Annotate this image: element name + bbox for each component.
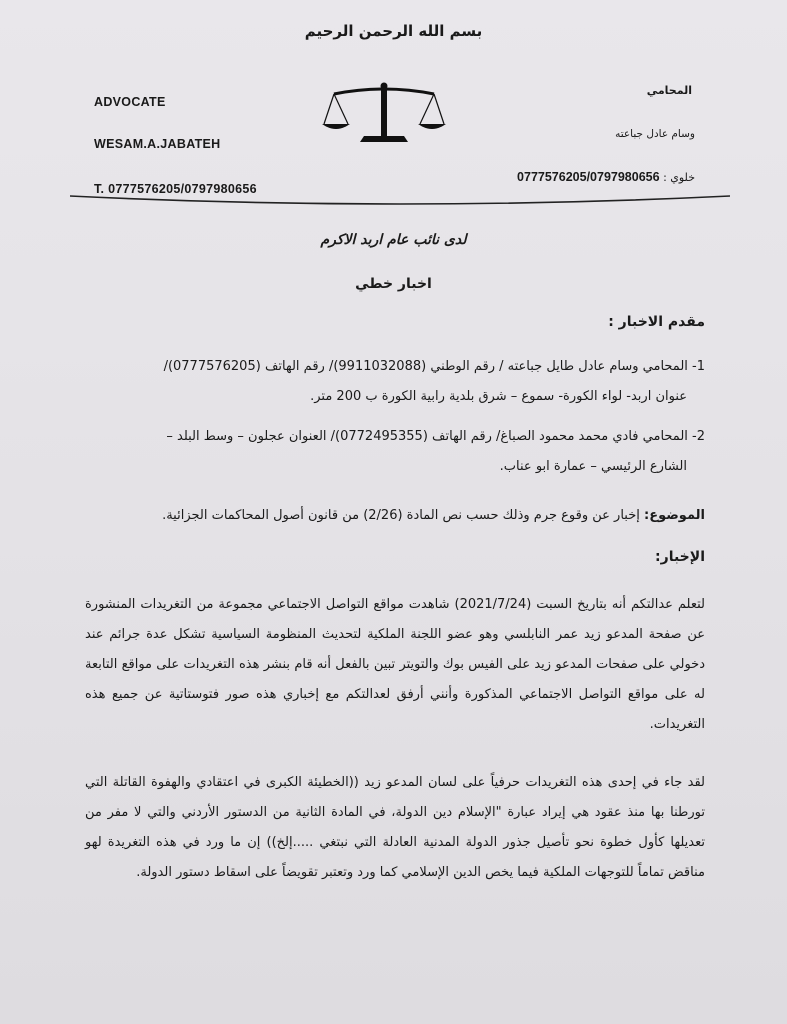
document-title: اخبار خطي	[355, 276, 432, 292]
en-title: ADVOCATE	[94, 95, 166, 109]
report-heading: الإخبار:	[655, 549, 705, 565]
informant-2-line1: 2- المحامي فادي محمد محمود الصباغ/ رقم الهاتف (0772495355)/ العنوان عجلون – وسط البلد –	[166, 429, 705, 444]
informant-1	[85, 352, 705, 412]
ar-phone-number: 0777576205/0797980656	[517, 170, 660, 184]
en-phone: T. 0777576205/0797980656	[94, 182, 257, 196]
subject-label: الموضوع:	[644, 508, 705, 523]
en-name: WESAM.A.JABATEH	[94, 137, 221, 151]
ar-name: وسام عادل جباعته	[615, 128, 695, 140]
report-paragraph-1: لتعلم عدالتكم أنه بتاريخ السبت (2021/7/24) شاهدت مواقع التواصل الاجتماعي مجموعة من التغريدات المنشورة عن صفحة المدعو زيد عمر النابلسي وهو عضو اللجنة الملكية لتحديث المنظومة السياسية تشكل عدة جرائم عند دخولي على صفحات المدعو زيد على الفيس بوك والتويتر تبين بالفعل أنه قام بنشر هذه التغريدات على مواقع التابعة له على مواقع التواصل الاجتماعي المذكورة وأنني أرفق لعدالتكم مع إخباري هذه صور فتوستاتية عن جميع هذه التغريدات.	[85, 597, 705, 732]
scales-of-justice-icon	[320, 80, 448, 150]
basmala: بسم الله الرحمن الرحيم	[304, 22, 483, 40]
informant-2	[85, 422, 705, 482]
informants-heading: مقدم الاخبار :	[608, 314, 705, 330]
header-divider	[70, 194, 730, 208]
subject	[85, 506, 705, 526]
addressee: لدى نائب عام اربد الاكرم	[320, 232, 467, 248]
informant-2-line2: الشارع الرئيسي – عمارة ابو عناب.	[499, 459, 687, 474]
informant-1-line1: 1- المحامي وسام عادل طايل جباعته / رقم الوطني (9911032088)/ رقم الهاتف (0777576205)/	[163, 359, 705, 374]
subject-text: إخبار عن وقوع جرم وذلك حسب نص المادة (2/26) من قانون أصول المحاكمات الجزائية.	[162, 508, 644, 523]
informant-1-line2: عنوان اربد- لواء الكورة- سموع – شرق بلدية رابية الكورة ب 200 متر.	[310, 389, 687, 404]
ar-phone-label: خلوي :	[663, 171, 695, 184]
ar-title: المحامي	[646, 84, 692, 97]
report-paragraph-2: لقد جاء في إحدى هذه التغريدات حرفياً على لسان المدعو زيد ((الخطيئة الكبرى في اعتقادي والهفوة القاتلة التي تورطنا بها منذ عقود هي إيراد عبارة "الإسلام دين الدولة، في المادة الثانية من الدستور الأردني والتي لا مفر من تعديلها كأول خطوة نحو تأصيل جذور الدولة المدنية العادلة التي نبتغي .....إلخ)) إن ما ورد في هذه التغريدة لهو مناقض تماماً للتوجهات الملكية فيما يخص الدين الإسلامي كما ورد وتعتبر تقويضاً على اسقاط دستور الدولة.	[85, 775, 705, 880]
ar-phone	[517, 170, 695, 184]
